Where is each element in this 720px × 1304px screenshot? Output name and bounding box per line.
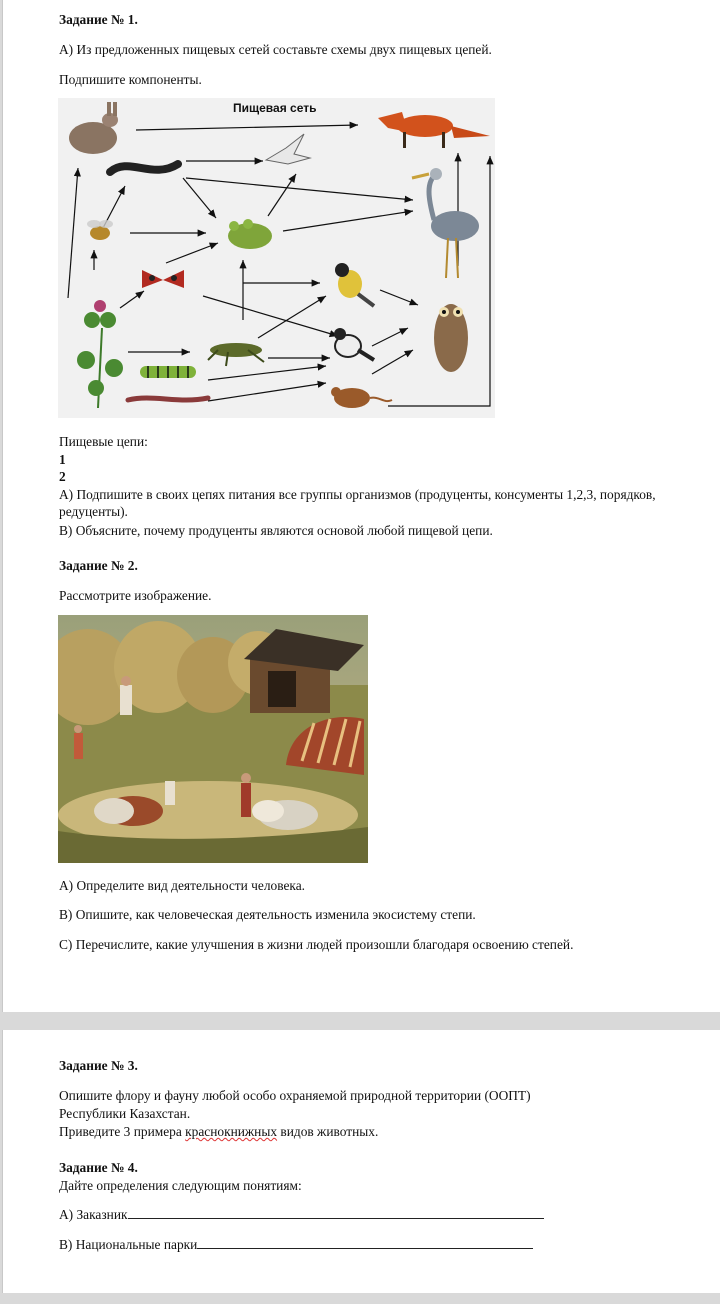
gull-icon bbox=[266, 134, 310, 164]
mouse-icon bbox=[331, 387, 392, 408]
task4-title: Задание № 4. bbox=[59, 1160, 138, 1175]
task4-instruction: Дайте определения следующим понятиям: bbox=[59, 1178, 302, 1193]
chain-2-number: 2 bbox=[59, 469, 66, 484]
heron-icon bbox=[412, 168, 479, 278]
worm-icon bbox=[128, 398, 208, 400]
chain-1-number: 1 bbox=[59, 452, 66, 467]
document-page-1 bbox=[2, 0, 720, 1012]
task1-question-a: А) Подпишите в своих цепях питания все группы организмов (продуценты, консументы 1,2,3, порядков, редуценты). bbox=[59, 487, 656, 519]
chains-label: Пищевые цепи: bbox=[59, 434, 148, 449]
term-b-label: В) Национальные парки bbox=[59, 1237, 198, 1252]
term-a-row bbox=[59, 1206, 544, 1223]
food-web-image bbox=[58, 98, 495, 418]
task2-title: Задание № 2. bbox=[59, 558, 138, 573]
clover-icon bbox=[77, 300, 123, 408]
frog-icon bbox=[228, 219, 272, 249]
fly-icon bbox=[87, 220, 113, 240]
caterpillar-icon bbox=[140, 366, 196, 378]
term-b-row bbox=[59, 1236, 533, 1253]
task3-line-3 bbox=[59, 1123, 378, 1140]
task3-line-1: Опишите флору и фауну любой особо охраняемой природной территории (ООПТ) bbox=[59, 1088, 531, 1103]
task2-question-c: С) Перечислите, какие улучшения в жизни людей произошли благодаря освоению степей. bbox=[59, 937, 574, 952]
butterfly-icon bbox=[142, 270, 184, 288]
food-web-title: Пищевая сеть bbox=[233, 101, 317, 115]
answer-line-a[interactable] bbox=[128, 1206, 544, 1219]
task1-instruction-a: А) Из предложенных пищевых сетей составьте схемы двух пищевых цепей. bbox=[59, 42, 492, 57]
task2-question-b: В) Опишите, как человеческая деятельность изменила экосистему степи. bbox=[59, 907, 476, 922]
tit-icon bbox=[335, 263, 374, 306]
grasshopper-icon bbox=[208, 343, 264, 366]
task1-label-instruction: Подпишите компоненты. bbox=[59, 72, 202, 87]
document-page-2 bbox=[2, 1030, 720, 1293]
spellcheck-word: краснокнижных bbox=[185, 1124, 278, 1139]
fox-icon bbox=[378, 112, 490, 148]
owl-icon bbox=[434, 304, 468, 372]
task3-title: Задание № 3. bbox=[59, 1058, 138, 1073]
task1-title: Задание № 1. bbox=[59, 12, 138, 27]
steppe-painting-image bbox=[58, 615, 368, 863]
rabbit-icon bbox=[69, 102, 118, 154]
task2-question-a: А) Определите вид деятельности человека. bbox=[59, 878, 306, 893]
task1-question-b: В) Объясните, почему продуценты являются основой любой пищевой цепи. bbox=[59, 523, 493, 538]
task2-instruction: Рассмотрите изображение. bbox=[59, 588, 212, 603]
answer-line-b[interactable] bbox=[197, 1236, 533, 1249]
magpie-icon bbox=[334, 328, 374, 360]
task3-line-3-end: видов животных. bbox=[277, 1124, 379, 1139]
organisms bbox=[69, 102, 490, 408]
task3-line-2: Республики Казахстан. bbox=[59, 1106, 191, 1121]
term-a-label: А) Заказник bbox=[59, 1207, 128, 1222]
snake-icon bbox=[110, 164, 178, 172]
task3-line-3-start: Приведите 3 примера bbox=[59, 1124, 186, 1139]
